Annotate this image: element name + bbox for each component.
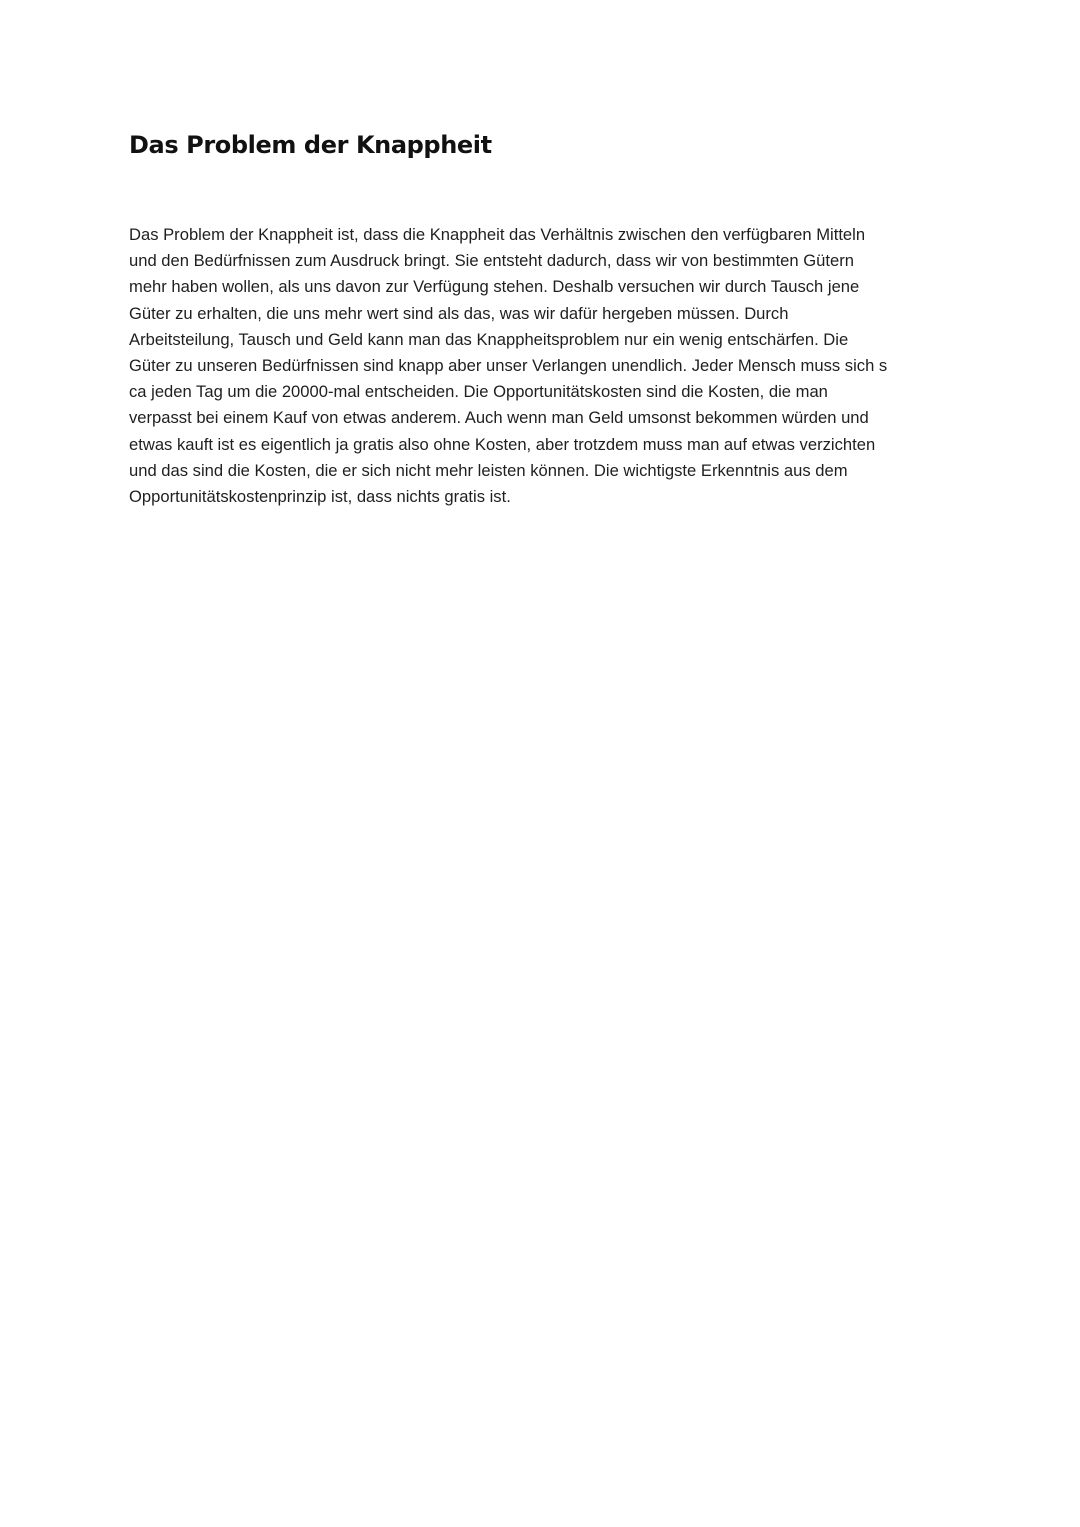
paragraph-line: Das Problem der Knappheit ist, dass die Knappheit das Verhältnis zwischen den verfügbaren Mitteln — [129, 225, 866, 244]
paragraph-line: mehr haben wollen, als uns davon zur Verfügung stehen. Deshalb versuchen wir durch Tausch jene — [129, 277, 860, 297]
paragraph-line: ca jeden Tag um die 20000-mal entscheiden. Die Opportunitätskosten sind die Kosten, die man — [129, 382, 828, 402]
paragraph-line: Güter zu erhalten, die uns mehr wert sind als das, was wir dafür hergeben müssen. Durch — [129, 303, 789, 323]
page-title: Das Problem der Knappheit — [129, 131, 492, 159]
paragraph-line: Güter zu unseren Bedürfnissen sind knapp aber unser Verlangen unendlich. Jeder Mensch muss sich s — [129, 356, 888, 376]
paragraph-line: Arbeitsteilung, Tausch und Geld kann man das Knappheitsproblem nur ein wenig entschärfen. Die — [129, 329, 849, 349]
body-paragraph — [129, 222, 969, 510]
paragraph-line: etwas kauft ist es eigentlich ja gratis also ohne Kosten, aber trotzdem muss man auf etwas verzichten — [129, 434, 876, 454]
paragraph-line: Opportunitätskostenprinzip ist, dass nichts gratis ist. — [129, 487, 511, 507]
paragraph-line: und den Bedürfnissen zum Ausdruck bringt. Sie entsteht dadurch, dass wir von bestimmten Gütern — [129, 251, 854, 271]
paragraph-line: und das sind die Kosten, die er sich nicht mehr leisten können. Die wichtigste Erkenntnis aus dem — [129, 460, 848, 480]
paragraph-line: verpasst bei einem Kauf von etwas anderem. Auch wenn man Geld umsonst bekommen würden und — [129, 408, 869, 428]
